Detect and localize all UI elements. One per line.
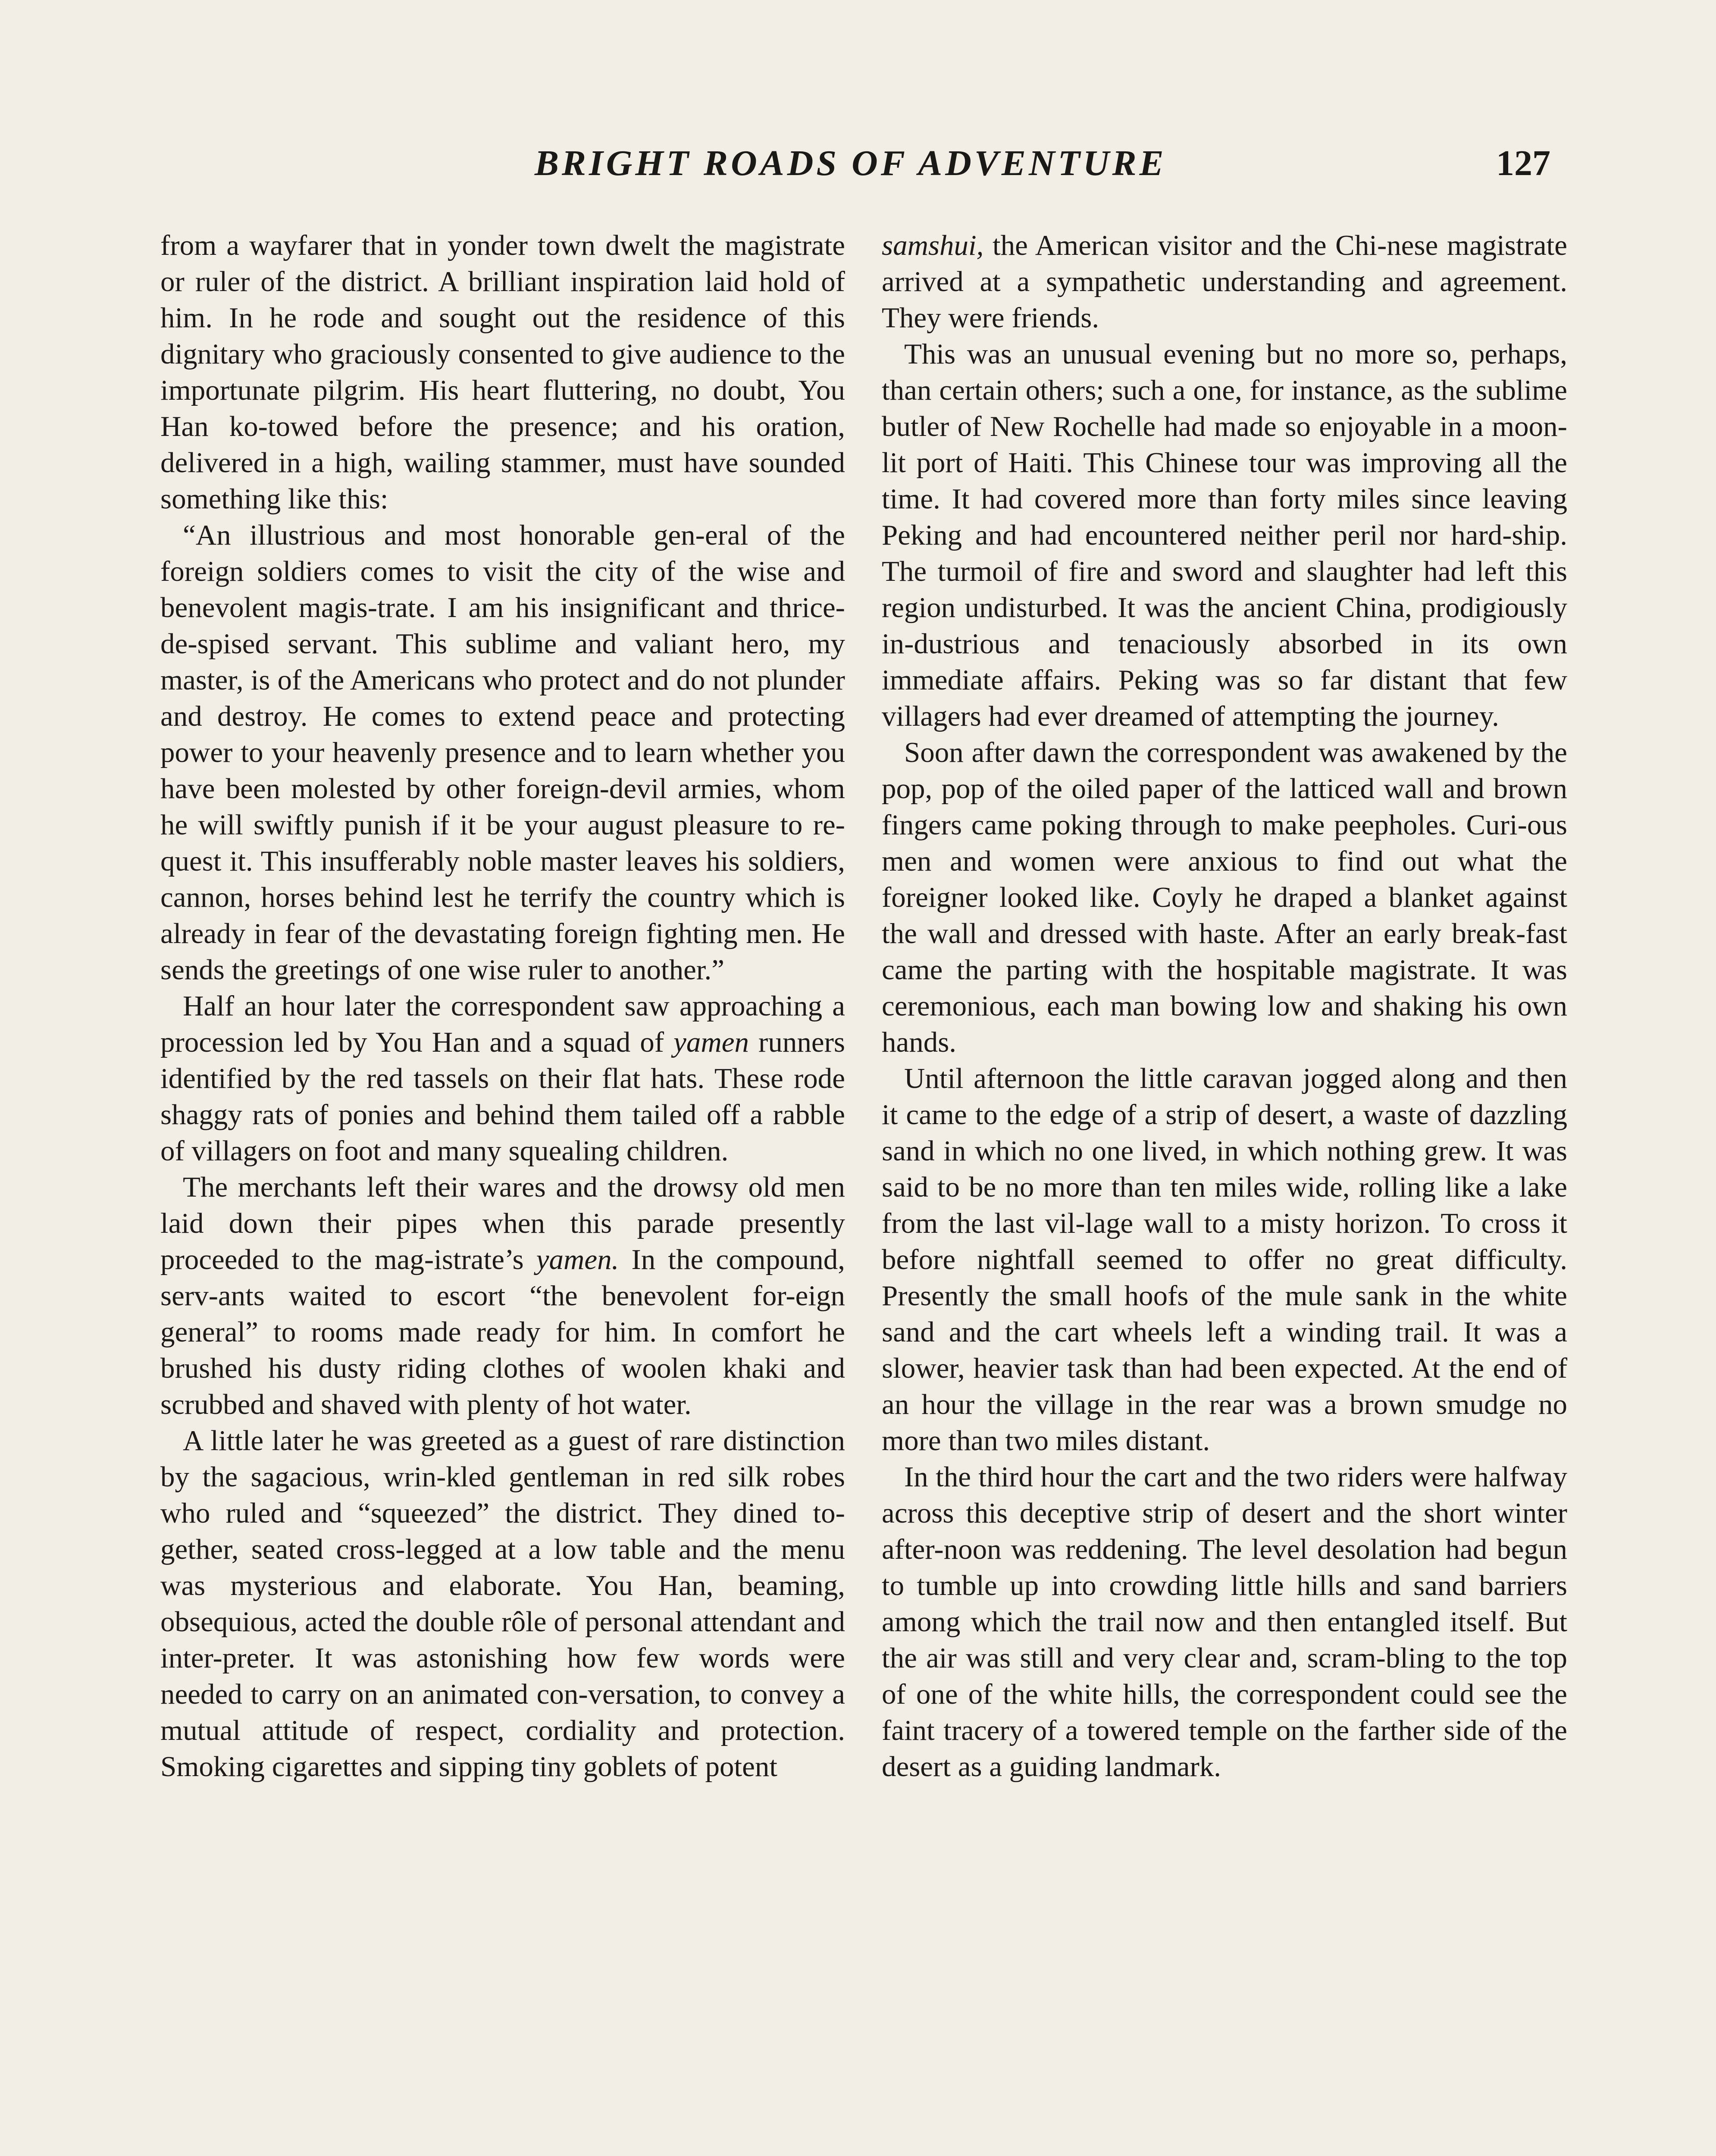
paragraph: This was an unusual evening but no more so, perhaps, than certain others; such a one, for instance, as the sublime butler of New Rochelle had made so enjoyable in a moon-lit port of Haiti. This Chinese tour was improving all the time. It had covered more than forty miles since leaving Peking and had encountered neither peril nor hard-ship. The turmoil of fire and sword and slaughter had left this region undisturbed. It was the ancient China, prodigiously in-dustrious and tenaciously absorbed in its own immediate affairs. Peking was so far distant that few villagers had ever dreamed of attempting the journey. xyxy=(882,338,1567,732)
paragraph: In the third hour the cart and the two riders were halfway across this deceptive strip of desert and the short winter after-noon was reddening. The level desolation had begun to tumble up into crowding little hills and sand barriers among which the trail now and then entangled itself. But the air was still and very clear and, scram-bling to the top of one of the white hills, the correspondent could see the faint tracery of a towered temple on the farther side of the desert as a guiding landmark. xyxy=(882,1461,1567,1783)
italic-term: yamen xyxy=(673,1026,749,1058)
left-text-column xyxy=(160,227,845,1785)
text-run: the American visitor and the Chi-nese magistrate arrived at a sympathetic understanding and agreement. They were friends. xyxy=(882,229,1567,334)
text-run: The merchants left their wares and the drowsy old men laid down their pipes when this parade presently proceeded to the mag-istrate’s xyxy=(160,1171,845,1275)
paragraph: Soon after dawn the correspondent was awakened by the pop, pop of the oiled paper of the latticed wall and brown fingers came poking through to make peepholes. Curi-ous men and women were anxious to find out what the foreigner looked like. Coyly he draped a blanket against the wall and dressed with haste. After an early break-fast came the parting with the hospitable magistrate. It was ceremonious, each man bowing low and shaking his own hands. xyxy=(882,736,1567,1058)
italic-term: yamen. xyxy=(536,1244,619,1275)
paragraph: “An illustrious and most honorable gen-eral of the foreign soldiers comes to visit the city of the wise and benevolent magis-trate. I am his insignificant and thrice-de-spised servant. This sublime and valiant hero, my master, is of the Americans who protect and do not plunder and destroy. He comes to extend peace and protecting power to your heavenly presence and to learn whether you have been molested by other foreign-devil armies, whom he will swiftly punish if it be your august pleasure to re-quest it. This insufferably noble master leaves his soldiers, cannon, horses behind lest he terrify the country which is already in fear of the devastating foreign fighting men. He sends the greetings of one wise ruler to another.” xyxy=(160,519,845,986)
italic-term: samshui, xyxy=(882,229,984,261)
text-run: runners identified by the red tassels on their flat hats. These rode shaggy rats of ponies and behind them tailed off a rabble of villagers on foot and many squealing children. xyxy=(160,1026,845,1167)
text-run: In the compound, serv-ants waited to escort “the benevolent for-eign general” to rooms made ready for him. In comfort he brushed his dusty riding clothes of woolen khaki and scrubbed and shaved with plenty of hot water. xyxy=(160,1244,845,1420)
running-head: BRIGHT ROADS OF ADVENTURE xyxy=(535,143,1167,183)
paragraph: A little later he was greeted as a guest of rare distinction by the sagacious, wrin-kled gentleman in red silk robes who ruled and “squeezed” the district. They dined to-gether, seated cross-legged at a low table and the menu was mysterious and elaborate. You Han, beaming, obsequious, acted the double rôle of personal attendant and inter-preter. It was astonishing how few words were needed to carry on an animated con-versation, to convey a mutual attitude of respect, cordiality and protection. Smoking cigarettes and sipping tiny goblets of potent xyxy=(160,1425,845,1783)
right-text-column xyxy=(882,227,1567,1785)
text-run: Half an hour later the correspondent saw approaching a procession led by You Han and a squad of xyxy=(160,990,845,1058)
paragraph xyxy=(160,988,845,1169)
paragraph: from a wayfarer that in yonder town dwelt the magistrate or ruler of the district. A brilliant inspiration laid hold of him. In he rode and sought out the residence of this dignitary who graciously consented to give audience to the importunate pilgrim. His heart fluttering, no doubt, You Han ko-towed before the presence; and his oration, delivered in a high, wailing stammer, must have sounded something like this: xyxy=(160,229,845,515)
paragraph xyxy=(882,227,1567,336)
paragraph xyxy=(160,1169,845,1423)
page-number: 127 xyxy=(1496,143,1550,183)
paragraph: Until afternoon the little caravan jogged along and then it came to the edge of a strip of desert, a waste of dazzling sand in which no one lived, in which nothing grew. It was said to be no more than ten miles wide, rolling like a lake from the last vil-lage wall to a misty horizon. To cross it before nightfall seemed to offer no great difficulty. Presently the small hoofs of the mule sank in the white sand and the cart wheels left a winding trail. It was a slower, heavier task than had been expected. At the end of an hour the village in the rear was a brown smudge no more than two miles distant. xyxy=(882,1062,1567,1457)
